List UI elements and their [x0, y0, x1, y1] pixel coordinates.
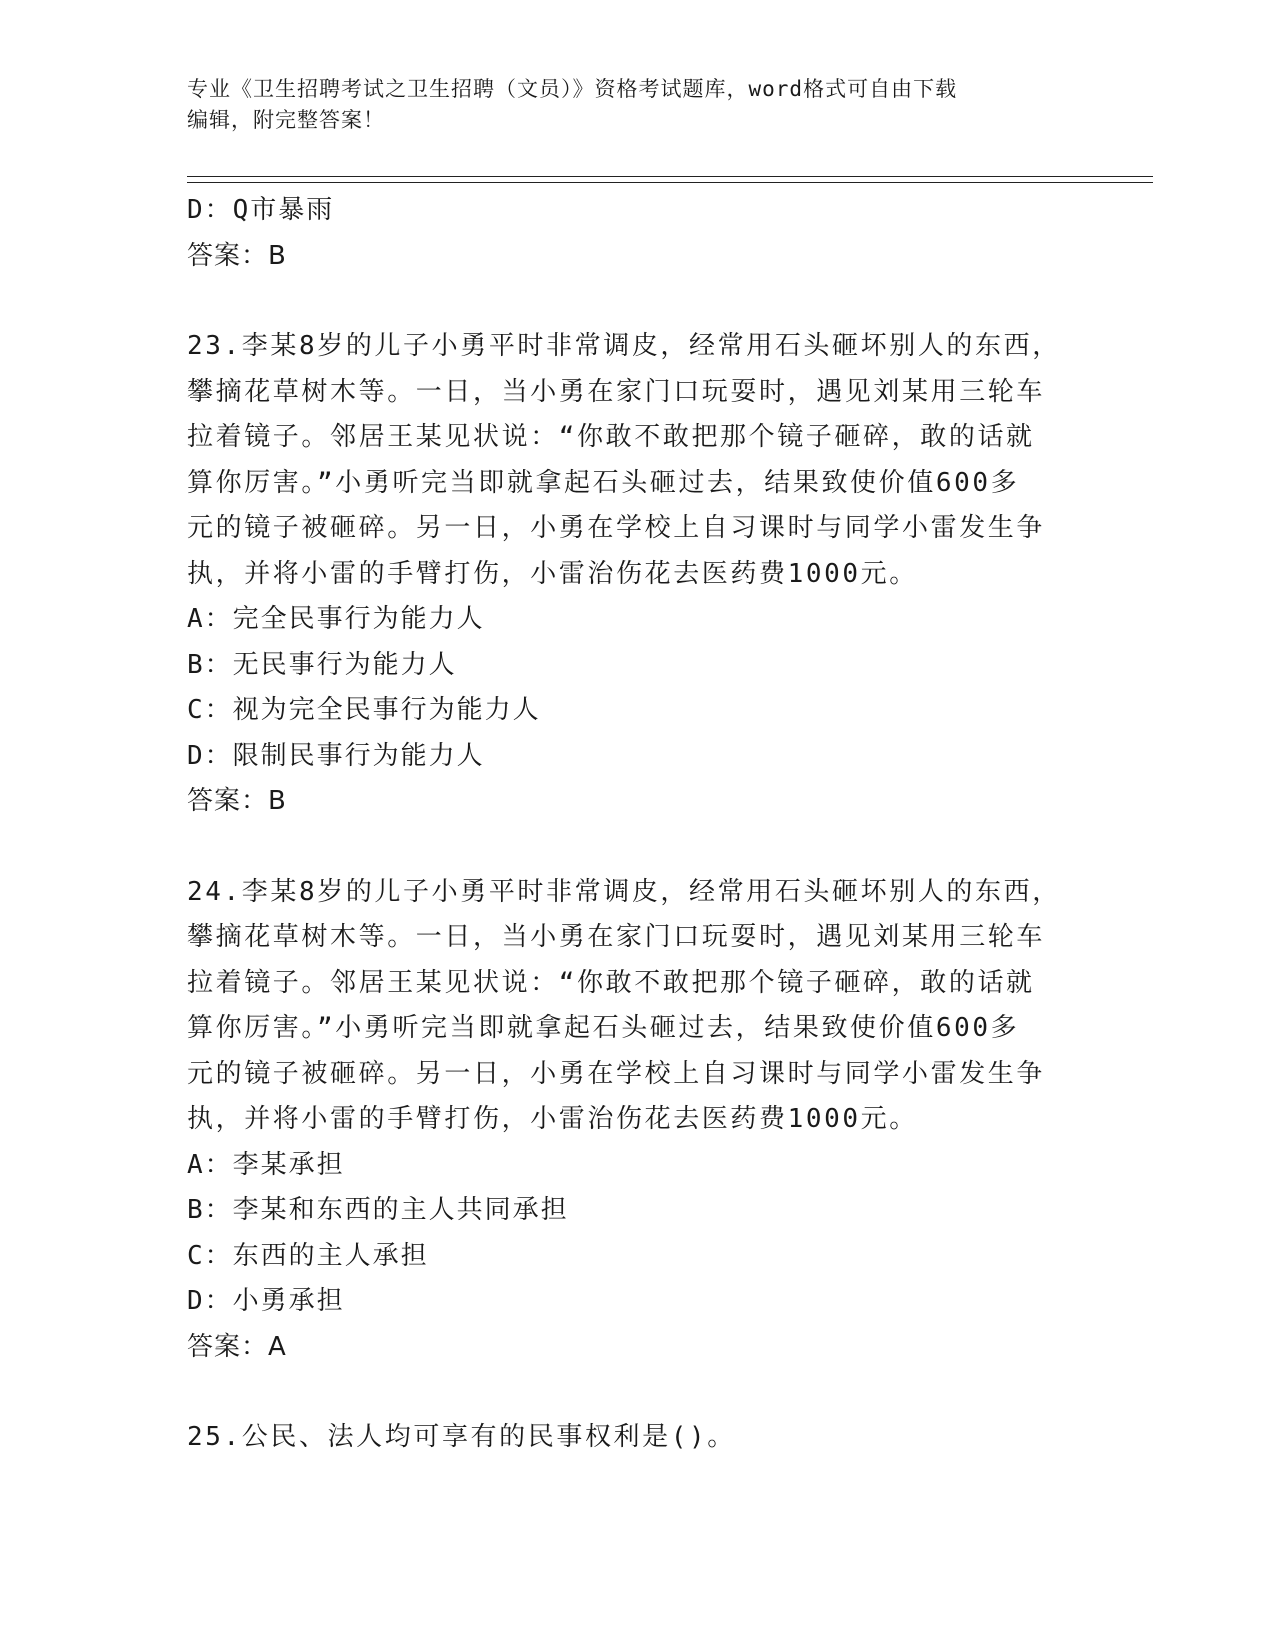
spacer — [187, 279, 1087, 324]
header-rule-bottom — [187, 182, 1153, 183]
header-rule-top — [187, 176, 1153, 177]
q23-stem-line: 元的镜子被砸碎。另一日，小勇在学校上自习课时与同学小雷发生争 — [187, 513, 1046, 543]
q23-stem-line: 执，并将小雷的手臂打伤，小雷治伤花去医药费1000元。 — [187, 558, 918, 589]
q24-stem-line: 24.李某8岁的儿子小勇平时非常调皮，经常用石头砸坏别人的东西， — [187, 876, 1061, 907]
q23-stem-line: 攀摘花草树木等。一日，当小勇在家门口玩耍时，遇见刘某用三轮车 — [187, 376, 1046, 407]
q23-option-d: D：限制民事行为能力人 — [187, 740, 485, 771]
prev-option-d: D：Q市暴雨 — [187, 195, 335, 225]
q23-answer: 答案：B — [187, 786, 287, 816]
q24-option-b: B：李某和东西的主人共同承担 — [187, 1195, 569, 1225]
q24-stem-line: 执，并将小雷的手臂打伤，小雷治伤花去医药费1000元。 — [187, 1104, 918, 1134]
q24-stem-line: 拉着镜子。邻居王某见状说：“你敢不敢把那个镜子砸碎，敢的话就 — [187, 967, 1035, 998]
spacer — [187, 825, 1087, 870]
q23-stem-line: 算你厉害。”小勇听完当即就拿起石头砸过去，结果致使价值600多 — [187, 467, 1020, 498]
question-23 — [187, 324, 1087, 825]
q25-stem-line: 25.公民、法人均可享有的民事权利是()。 — [187, 1422, 736, 1452]
q23-option-b: B：无民事行为能力人 — [187, 649, 457, 680]
q24-stem-line: 算你厉害。”小勇听完当即就拿起石头砸过去，结果致使价值600多 — [187, 1013, 1020, 1043]
spacer — [187, 1370, 1087, 1415]
q23-stem-line: 拉着镜子。邻居王某见状说：“你敢不敢把那个镜子砸碎，敢的话就 — [187, 422, 1035, 452]
q23-stem-line: 23.李某8岁的儿子小勇平时非常调皮，经常用石头砸坏别人的东西， — [187, 331, 1061, 361]
prev-answer: 答案：B — [187, 240, 287, 271]
q23-option-a: A：完全民事行为能力人 — [187, 604, 485, 634]
header-line-2: 编辑，附完整答案！ — [187, 108, 385, 132]
question-25 — [187, 1415, 1087, 1461]
document-body — [187, 188, 1087, 1461]
document-header — [187, 74, 1087, 136]
q24-option-a: A：李某承担 — [187, 1149, 345, 1180]
q24-stem-line: 攀摘花草树木等。一日，当小勇在家门口玩耍时，遇见刘某用三轮车 — [187, 922, 1046, 952]
q23-option-c: C：视为完全民事行为能力人 — [187, 695, 541, 725]
q24-stem-line: 元的镜子被砸碎。另一日，小勇在学校上自习课时与同学小雷发生争 — [187, 1058, 1046, 1089]
question-24 — [187, 870, 1087, 1371]
q24-option-d: D：小勇承担 — [187, 1286, 345, 1316]
q24-option-c: C：东西的主人承担 — [187, 1240, 429, 1271]
header-line-1: 专业《卫生招聘考试之卫生招聘（文员）》资格考试题库，word格式可自由下载 — [187, 77, 958, 101]
q24-answer: 答案：A — [187, 1331, 287, 1362]
